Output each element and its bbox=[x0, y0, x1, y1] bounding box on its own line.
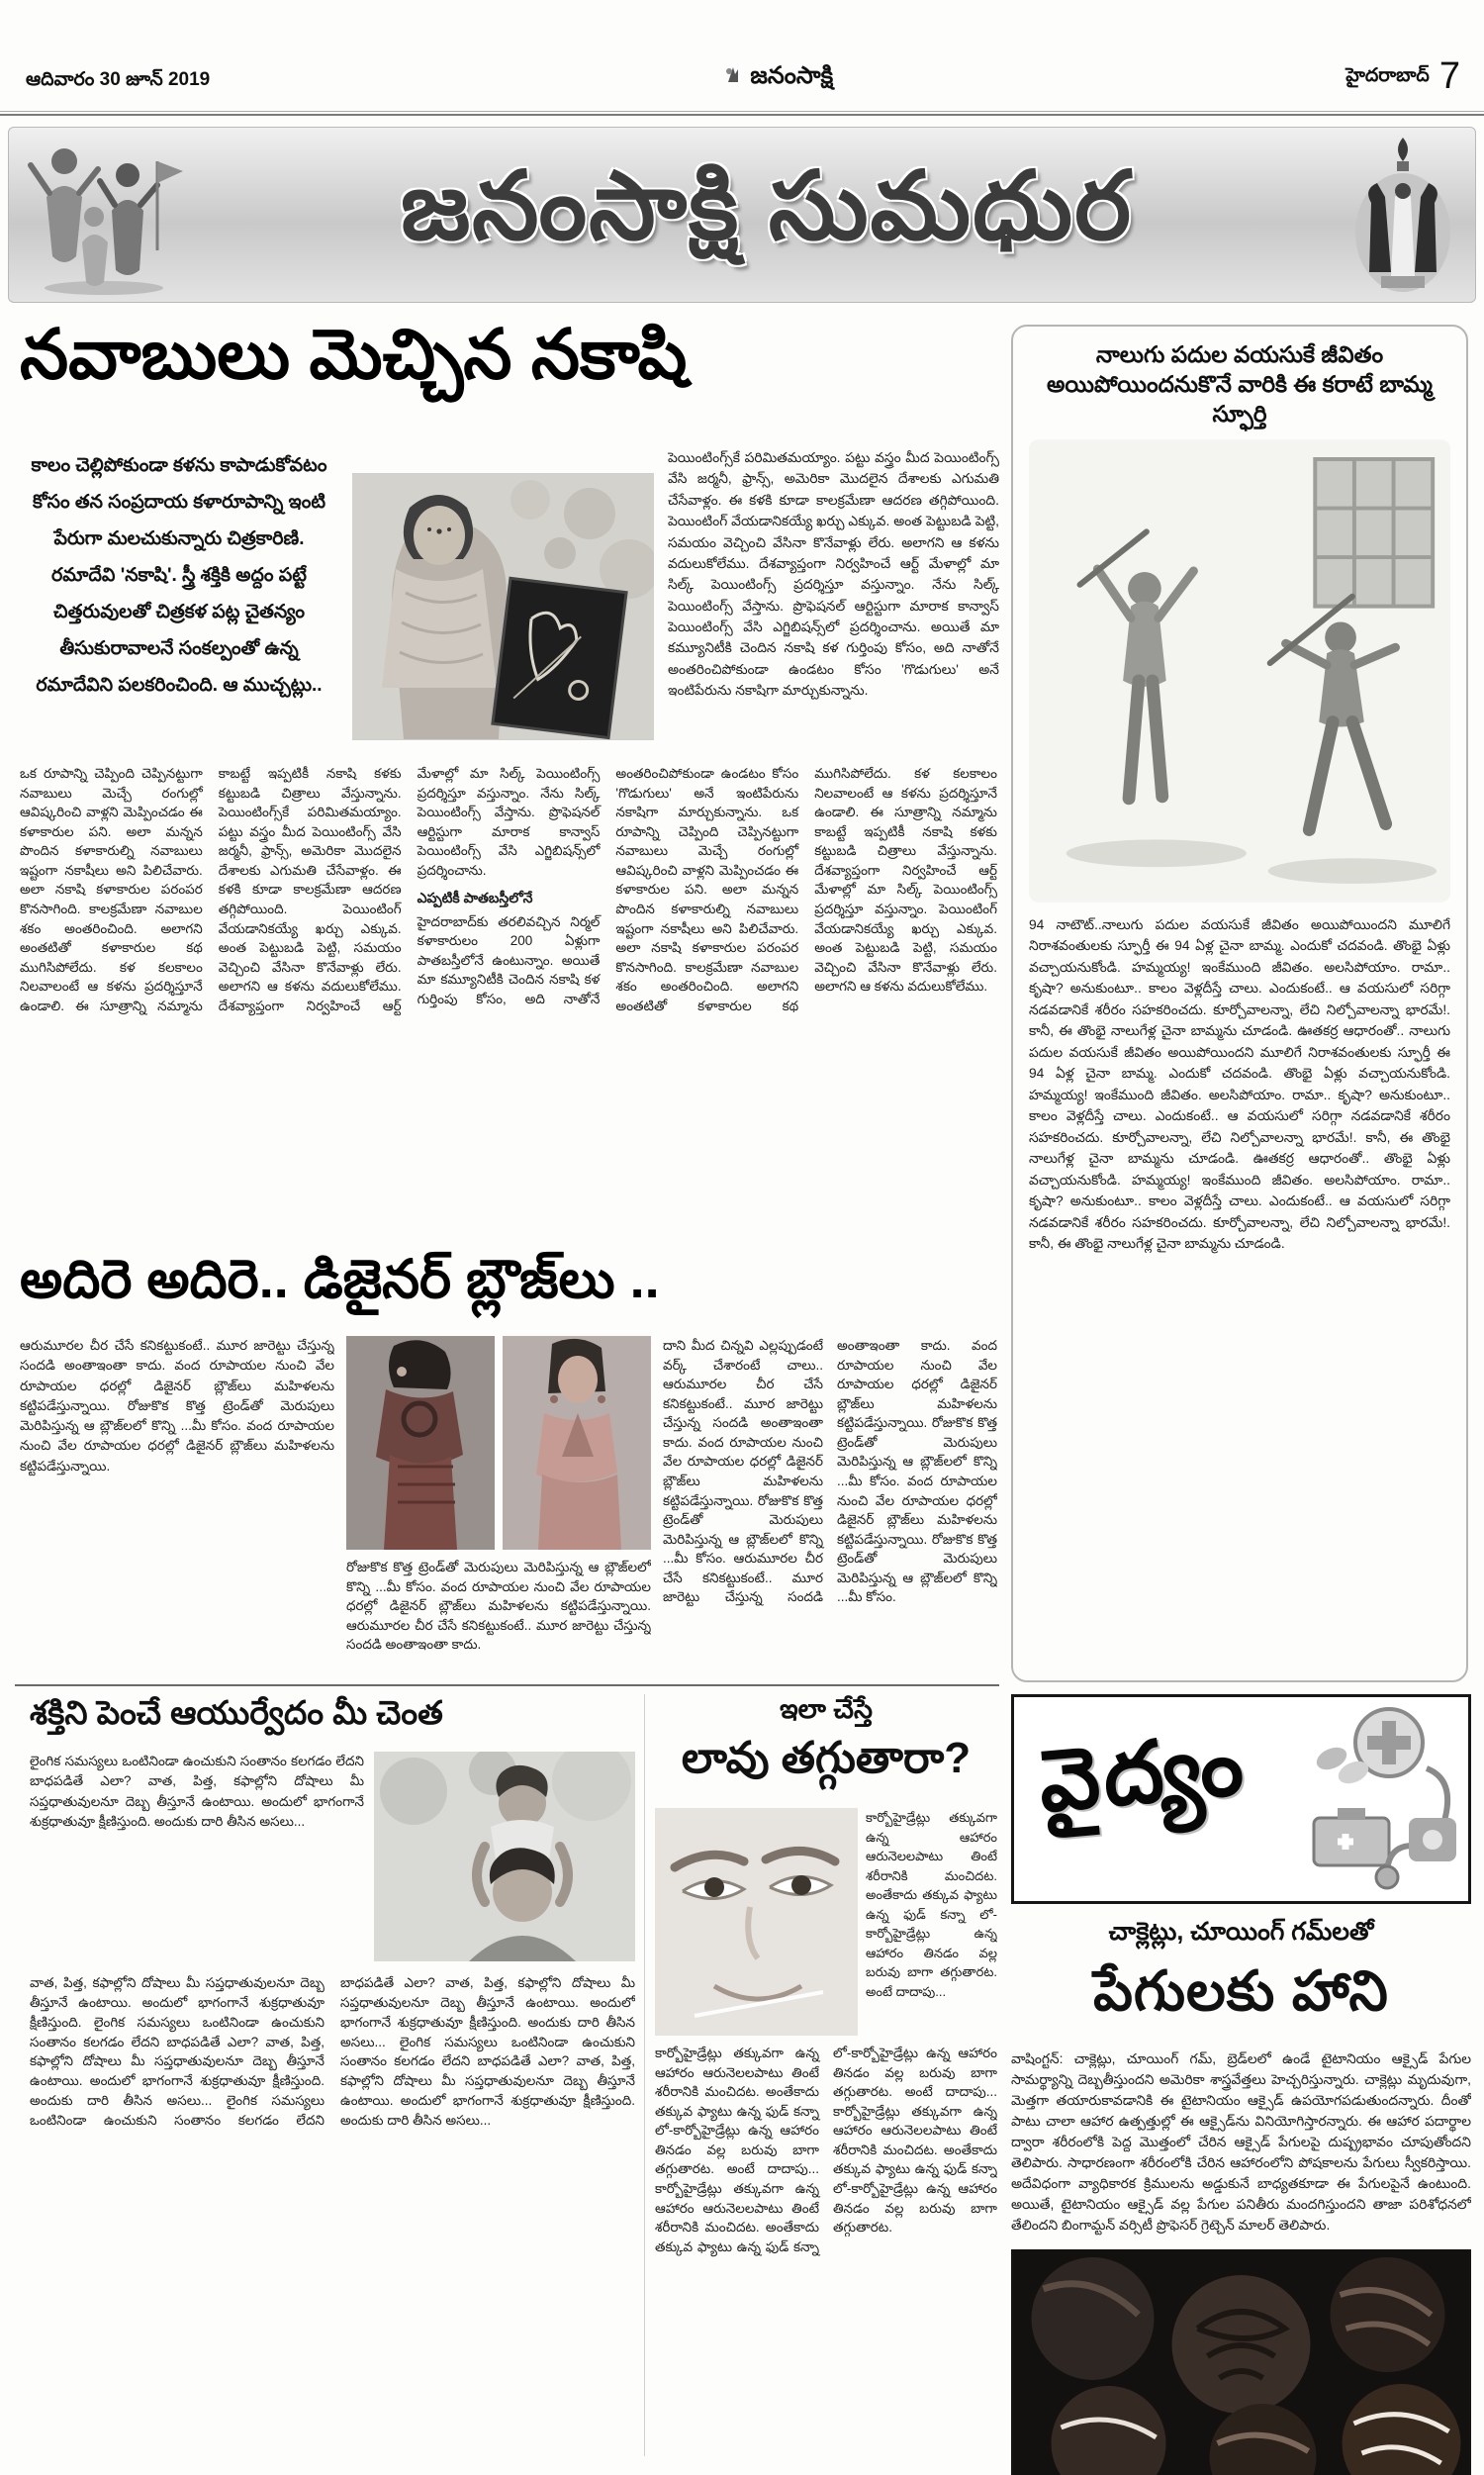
karate-headline-line1: నాలుగు పదుల వయసుకే జీవితం bbox=[1095, 341, 1384, 367]
health-kicker: చాక్లెట్లు, చూయింగ్ గమ్‌లతో bbox=[1108, 1918, 1374, 1946]
ayurveda-article bbox=[30, 1694, 635, 2464]
lamp-and-worshippers-illustration bbox=[1342, 134, 1465, 296]
vaidyam-logo-text: వైద్యం bbox=[1035, 1717, 1252, 1831]
slim-headline: లావు తగ్గుతారా? bbox=[681, 1734, 972, 1782]
page-header bbox=[26, 57, 1460, 95]
main-article-body bbox=[20, 764, 997, 1245]
main-article-intro: కాలం చెల్లిపోకుండా కళను కాపాడుకోవటం కోసం తన సంప్రదాయ కళారూపాన్ని ఇంటి పేరుగా మలచుకున్నారు చిత్రకారిణి. రమాదేవి 'నకాషి'. స్త్రీ శక్తికి అద్దం పట్టే చిత్తరువులతో చిత్రకళ పట్ల చైతన్యం తీసుకురావాలనే సంకల్పంతో ఉన్న రమాదేవిని పలకరించింది. ఆ ముచ్చట్లు.. bbox=[31, 455, 327, 697]
main-article-photo-side-text: పెయింటింగ్స్‌కే పరిమితమయ్యాం. పట్టు వస్త్రం మీద పెయింటింగ్స్ వేసి జర్మనీ, ఫ్రాన్స్, అమెరికా మొదలైన దేశాలకు ఎగుమతి చేసేవాళ్లం. ఈ కళకి కూడా కాలక్రమేణా ఆదరణ తగ్గిపోయింది. పెయింటింగ్ వేయడానికయ్యే ఖర్చు ఎక్కువ. అంత పెట్టుబడి పెట్టి, సమయం వెచ్చించి వేసినా కొనేవాళ్లు లేరు. అలాగని ఆ కళను వదులుకోలేము. దేశవ్యాప్తంగా నిర్వహించే ఆర్ట్ మేళాల్లో మా సిల్క్ పెయింటింగ్స్ ప్రదర్శిస్తూ వస్తున్నాం. నేను సిల్క్ పెయింటింగ్స్ వేస్తాను. ప్రొఫెషనల్ ఆర్టిస్టుగా మారాక కాన్వాస్ పెయింటింగ్స్ వేసి ఎగ్జిబిషన్స్‌లో ప్రదర్శించాను. అయితే మా కమ్యూనిటీకి చెందిన నకాషి కళ గుర్తింపు కోసం, అది నాతోనే అంతరించిపోకుండా ఉండటం కోసం 'గొడుగులు' అనే ఇంటిపేరును నకాషిగా మార్చుకున్నాను. bbox=[668, 450, 999, 699]
slim-body-side: కార్బోహైడ్రేట్లు తక్కువగా ఉన్న ఆహారం ఆరునెలలపాటు తింటే శరీరానికి మంచిదట. అంతేకాదు తక్కువ ఫ్యాటు ఉన్న ఫుడ్ కన్నా లో-కార్బోహైడ్రేట్లు ఉన్న ఆహారం తినడం వల్ల బరువు బాగా తగ్గుతారట. అంటే దాదాపు... bbox=[866, 1810, 997, 1999]
photo-karate bbox=[1029, 439, 1450, 903]
photo-artist bbox=[352, 473, 654, 740]
main-article-body-part1: ఒక రూపాన్ని చెప్పింది చెప్పినట్టుగా నవాబులు మెచ్చే రంగుల్లో ఆవిష్కరించి వాళ్లని మెప్పించడం ఈ కళాకారుల పని. అలా మన్నన పొందిన కళాకారుల్ని నవాబులు ఇష్టంగా నకాషీలు అని పిలిచేవారు. అలా నకాషి కళాకారుల పరంపర కొనసాగింది. కాలక్రమేణా నవాబుల శకం అంతరించింది. అలాగని అంతటితో కళాకారుల కథ ముగిసిపోలేదు. కళ కలకాలం నిలవాలంటే ఆ కళను ప్రదర్శిస్తూనే ఉండాలి. ఈ సూత్రాన్ని నమ్మాను కాబట్టే ఇప్పటికీ నకాషి కళకు కట్టుబడి చిత్రాలు వేస్తున్నాను. పెయింటింగ్స్‌కే పరిమితమయ్యాం. పట్టు వస్త్రం మీద పెయింటింగ్స్ వేసి జర్మనీ, ఫ్రాన్స్, అమెరికా మొదలైన దేశాలకు ఎగుమతి చేసేవాళ్లం. ఈ కళకి కూడా కాలక్రమేణా ఆదరణ తగ్గిపోయింది. పెయింటింగ్ వేయడానికయ్యే ఖర్చు ఎక్కువ. అంత పెట్టుబడి పెట్టి, సమయం వెచ్చించి వేసినా కొనేవాళ్లు లేరు. అలాగని ఆ కళను వదులుకోలేము. దేశవ్యాప్తంగా నిర్వహించే ఆర్ట్ మేళాల్లో మా సిల్క్ పెయింటింగ్స్ ప్రదర్శిస్తూ వస్తున్నాం. నేను సిల్క్ పెయింటింగ్స్ వేస్తాను. ప్రొఫెషనల్ ఆర్టిస్టుగా మారాక కాన్వాస్ పెయింటింగ్స్ వేసి ఎగ్జిబిషన్స్‌లో ప్రదర్శించాను. bbox=[20, 766, 601, 1013]
supplement-banner bbox=[8, 127, 1476, 303]
masthead-logo-icon bbox=[722, 64, 744, 93]
health-headline: పేగులకు హాని bbox=[1093, 1959, 1389, 2022]
blouse-article-content bbox=[20, 1336, 997, 1678]
health-body: వాషింగ్టన్: చాక్లెట్లు, చూయింగ్ గమ్, బ్రెడ్‌లలో ఉండే టైటానియం ఆక్సైడ్ పేగుల సామర్థ్యాన్ని దెబ్బతీస్తుందని అమెరికా శాస్త్రవేత్తలు హెచ్చరిస్తున్నారు. చాక్లెట్లు మృదువుగా, మెత్తగా తయారుకావడానికి ఈ టైటానియం ఆక్సైడ్ ఉపయోగపడుతుందన్నారు. దీంతో పాటు చాలా ఆహార ఉత్పత్తుల్లో ఈ ఆక్సైడ్‌ను వినియోగిస్తారన్నారు. ఈ ఆహార పదార్థాల ద్వారా శరీరంలోకి పెద్ద మొత్తంలో చేరిన ఆక్సైడ్ పేగులపై దుష్ప్రభావం చూపుతోందని తెలిపారు. సాధారణంగా శరీరంలోకి చేరిన ఆహారంలోని పోషకాలను పేగులు స్వీకరిస్తాయి. అదేవిధంగా వ్యాధికారక క్రిములను అడ్డుకునే బాధ్యతకూడా ఈ పేగులపైనే ఉంటుంది. అయితే, టైటానియం ఆక్సైడ్ వల్ల పేగుల పనితీరు మందగిస్తుందని తాజా పరిశోధనలో తేలిందని బింగామ్టన్ వర్సిటీ ప్రొఫెసర్ గ్రెట్చెన్ మాలర్ తెలిపారు. bbox=[1011, 2051, 1471, 2233]
medical-equipment-clipart bbox=[1298, 1699, 1464, 1901]
masthead bbox=[722, 62, 833, 95]
slim-kicker: ఇలా చేస్తే bbox=[780, 1694, 873, 1724]
karate-article-box bbox=[1011, 325, 1468, 1682]
city-page bbox=[1345, 57, 1460, 95]
blouse-photos bbox=[346, 1336, 651, 1678]
blouse-article-lead: ఆరుమూరల చీర చేసే కనికట్టుకంటే.. మూర జారెట్టు చేస్తున్న సందడి అంతాఇంతా కాదు. వంద రూపాయల నుంచి వేల రూపాయల ధరల్లో డిజైనర్ బ్లౌజ్‌లు మహిళలను కట్టిపడేస్తున్నాయి. రోజుకొక కొత్త ట్రెండ్‌తో మెరుపులు మెరిపిస్తున్న ఆ బ్లౌజ్‌లలో కొన్ని ...మీ కోసం. వంద రూపాయల నుంచి వేల రూపాయల ధరల్లో డిజైనర్ బ్లౌజ్‌లు మహిళలను కట్టిపడేస్తున్నాయి. bbox=[20, 1338, 334, 1474]
health-article bbox=[1011, 1918, 1471, 2472]
main-article-headline: నవాబులు మెచ్చిన నకాషి bbox=[20, 316, 688, 393]
main-article-toprow bbox=[20, 447, 999, 756]
vaidyam-logo-box bbox=[1011, 1694, 1471, 1904]
photo-flossing-woman bbox=[655, 1808, 858, 2036]
photo-chocolates bbox=[1011, 2249, 1471, 2475]
blouse-article-below-photos: రోజుకొక కొత్త ట్రెండ్‌తో మెరుపులు మెరిపిస్తున్న ఆ బ్లౌజ్‌లలో కొన్ని ...మీ కోసం. వంద రూపాయల నుంచి వేల రూపాయల ధరల్లో డిజైనర్ బ్లౌజ్‌లు మహిళలను కట్టిపడేస్తున్నాయి. ఆరుమూరల చీర చేసే కనికట్టుకంటే.. మూర జారెట్టు చేస్తున్న సందడి అంతాఇంతా కాదు. bbox=[346, 1560, 651, 1653]
blouse-article-headline: అదిరె అదిరె.. డిజైనర్ బ్లౌజ్‌లు .. bbox=[20, 1250, 660, 1309]
slim-article bbox=[655, 1694, 997, 2464]
blouse-article-right-columns: దాని మీద చిన్నవి ఎల్లప్పుడంటే వర్క్ చేశారంటే చాలు.. ఆరుమూరల చీర చేసే కనికట్టుకంటే.. మూర జారెట్టు చేస్తున్న సందడి అంతాఇంతా కాదు. వంద రూపాయల నుంచి వేల రూపాయల ధరల్లో డిజైనర్ బ్లౌజ్‌లు మహిళలను కట్టిపడేస్తున్నాయి. రోజుకొక కొత్త ట్రెండ్‌తో మెరుపులు మెరిపిస్తున్న ఆ బ్లౌజ్‌లలో కొన్ని ...మీ కోసం. ఆరుమూరల చీర చేసే కనికట్టుకంటే.. మూర జారెట్టు చేస్తున్న సందడి అంతాఇంతా కాదు. వంద రూపాయల నుంచి వేల రూపాయల ధరల్లో డిజైనర్ బ్లౌజ్‌లు మహిళలను కట్టిపడేస్తున్నాయి. రోజుకొక కొత్త ట్రెండ్‌తో మెరుపులు మెరిపిస్తున్న ఆ బ్లౌజ్‌లలో కొన్ని ...మీ కోసం. వంద రూపాయల నుంచి వేల రూపాయల ధరల్లో డిజైనర్ బ్లౌజ్‌లు మహిళలను కట్టిపడేస్తున్నాయి. రోజుకొక కొత్త ట్రెండ్‌తో మెరుపులు మెరిపిస్తున్న ఆ బ్లౌజ్‌లలో కొన్ని ...మీ కోసం. bbox=[663, 1338, 997, 1605]
folk-dancers-illustration bbox=[17, 132, 190, 298]
slim-body-columns: కార్బోహైడ్రేట్లు తక్కువగా ఉన్న ఆహారం ఆరునెలలపాటు తింటే శరీరానికి మంచిదట. అంతేకాదు తక్కువ ఫ్యాటు ఉన్న ఫుడ్ కన్నా లో-కార్బోహైడ్రేట్లు ఉన్న ఆహారం తినడం వల్ల బరువు బాగా తగ్గుతారట. అంటే దాదాపు... కార్బోహైడ్రేట్లు తక్కువగా ఉన్న ఆహారం ఆరునెలలపాటు తింటే శరీరానికి మంచిదట. అంతేకాదు తక్కువ ఫ్యాటు ఉన్న ఫుడ్ కన్నా లో-కార్బోహైడ్రేట్లు ఉన్న ఆహారం తినడం వల్ల బరువు బాగా తగ్గుతారట. అంటే దాదాపు... కార్బోహైడ్రేట్లు తక్కువగా ఉన్న ఆహారం ఆరునెలలపాటు తింటే శరీరానికి మంచిదట. అంతేకాదు తక్కువ ఫ్యాటు ఉన్న ఫుడ్ కన్నా లో-కార్బోహైడ్రేట్లు ఉన్న ఆహారం తినడం వల్ల బరువు బాగా తగ్గుతారట. bbox=[655, 2046, 997, 2254]
ayurveda-body-columns: వాత, పిత్త, కఫాల్లోని దోషాలు మీ సప్తధాతువులనూ దెబ్బ తీస్తూనే ఉంటాయి. అందులో భాగంగానే శుక్రధాతువూ క్షీణిస్తుంది. లైంగిక సమస్యలు ఒంటినిండా ఉంచుకుని సంతానం కలగడం లేదని బాధపడితే ఎలా? వాత, పిత్త, కఫాల్లోని దోషాలు మీ సప్తధాతువులనూ దెబ్బ తీస్తూనే ఉంటాయి. అందులో భాగంగానే శుక్రధాతువూ క్షీణిస్తుంది. అందుకు దారి తీసిన అసలు... లైంగిక సమస్యలు ఒంటినిండా ఉంచుకుని సంతానం కలగడం లేదని బాధపడితే ఎలా? వాత, పిత్త, కఫాల్లోని దోషాలు మీ సప్తధాతువులనూ దెబ్బ తీస్తూనే ఉంటాయి. అందులో భాగంగానే శుక్రధాతువూ క్షీణిస్తుంది. అందుకు దారి తీసిన అసలు... లైంగిక సమస్యలు ఒంటినిండా ఉంచుకుని సంతానం కలగడం లేదని బాధపడితే ఎలా? వాత, పిత్త, కఫాల్లోని దోషాలు మీ సప్తధాతువులనూ దెబ్బ తీస్తూనే ఉంటాయి. అందులో భాగంగానే శుక్రధాతువూ క్షీణిస్తుంది. అందుకు దారి తీసిన అసలు... bbox=[30, 1975, 635, 2128]
masthead-title: జనంసాక్షి bbox=[750, 62, 834, 89]
photo-blouse-back bbox=[346, 1336, 495, 1550]
karate-article-body: 94 నాటౌట్..నాలుగు పదుల వయసుకే జీవితం అయిపోయిందని మూలిగే నిరాశవంతులకు స్ఫూర్తీ ఈ 94 ఏళ్ల చైనా బామ్మ. ఎందుకో చదవండి. తొంభై ఏళ్లు వచ్చాయనుకోండి. హమ్మయ్య! ఇంకేముంది జీవితం. అలసిపోయాం. రామా.. కృషా? అనుకుంటూ.. కాలం వెళ్లదీస్తే చాలు. ఎందుకంటే.. ఆ వయసులో సరిగ్గా నడవడానికే శరీరం సహకరించదు. కూర్చోవాలన్నా, లేచి నిల్చోవాలన్నా భారమే!. కానీ, ఈ తొంభై నాలుగేళ్ల చైనా బామ్మను చూడండి. ఊతకర్ర ఆధారంతో.. నాలుగు పదుల వయసుకే జీవితం అయిపోయిందని మూలిగే నిరాశవంతులకు స్ఫూర్తీ ఈ 94 ఏళ్ల చైనా బామ్మ. ఎందుకో చదవండి. తొంభై ఏళ్లు వచ్చాయనుకోండి. హమ్మయ్య! ఇంకేముంది జీవితం. అలసిపోయాం. రామా.. కృషా? అనుకుంటూ.. కాలం వెళ్లదీస్తే చాలు. ఎందుకంటే.. ఆ వయసులో సరిగ్గా నడవడానికే శరీరం సహకరించదు. కూర్చోవాలన్నా, లేచి నిల్చోవాలన్నా భారమే!. కానీ, ఈ తొంభై నాలుగేళ్ల చైనా బామ్మను చూడండి. ఊతకర్ర ఆధారంతో.. తొంభై ఏళ్లు వచ్చాయనుకోండి. హమ్మయ్య! ఇంకేముంది జీవితం. అలసిపోయాం. రామా.. కృషా? అనుకుంటూ.. కాలం వెళ్లదీస్తే చాలు. ఎందుకంటే.. ఆ వయసులో సరిగ్గా నడవడానికే శరీరం సహకరించదు. కూర్చోవాలన్నా, లేచి నిల్చోవాలన్నా భారమే!. కానీ, ఈ తొంభై నాలుగేళ్ల చైనా బామ్మను చూడండి. bbox=[1029, 916, 1450, 1252]
column-divider bbox=[644, 1694, 645, 2456]
main-article-body-part2: హైదరాబాద్‌కు తరలివచ్చిన నిర్మల్ కళాకారులం 200 ఏళ్లుగా పాతబస్తీలోనే ఉంటున్నాం. అయితే మా కమ్యూనిటీకి చెందిన నకాషి కళ గుర్తింపు కోసం, అది నాతోనే అంతరించిపోకుండా ఉండటం కోసం 'గొడుగులు' అనే ఇంటిపేరును నకాషిగా మార్చుకున్నాను. ఒక రూపాన్ని చెప్పింది చెప్పినట్టుగా నవాబులు మెచ్చే రంగుల్లో ఆవిష్కరించి వాళ్లని మెప్పించడం ఈ కళాకారుల పని. అలా మన్నన పొందిన కళాకారుల్ని నవాబులు ఇష్టంగా నకాషీలు అని పిలిచేవారు. అలా నకాషి కళాకారుల పరంపర కొనసాగింది. కాలక్రమేణా నవాబుల శకం అంతరించింది. అలాగని అంతటితో కళాకారుల కథ ముగిసిపోలేదు. కళ కలకాలం నిలవాలంటే ఆ కళను ప్రదర్శిస్తూనే ఉండాలి. ఈ సూత్రాన్ని నమ్మాను కాబట్టే ఇప్పటికీ నకాషి కళకు కట్టుబడి చిత్రాలు వేస్తున్నాను. దేశవ్యాప్తంగా నిర్వహించే ఆర్ట్ మేళాల్లో మా సిల్క్ పెయింటింగ్స్ ప్రదర్శిస్తూ వస్తున్నాం. పెయింటింగ్ వేయడానికయ్యే ఖర్చు ఎక్కువ. అంత పెట్టుబడి పెట్టి, సమయం వెచ్చించి వేసినా కొనేవాళ్లు లేరు. అలాగని ఆ కళను వదులుకోలేము. bbox=[417, 766, 997, 1013]
issue-date: ఆదివారం 30 జూన్ 2019 bbox=[26, 69, 211, 90]
city-name: హైదరాబాద్ bbox=[1345, 65, 1430, 86]
photo-blouse-front bbox=[503, 1336, 651, 1550]
section-divider bbox=[15, 1684, 999, 1686]
main-article-subhead: ఎప్పటికీ పాతబస్తీలోనే bbox=[417, 890, 533, 906]
header-rule bbox=[0, 111, 1484, 116]
photo-father-son bbox=[374, 1752, 635, 1961]
banner-title: జనంసాక్షి సుమధుర bbox=[400, 153, 1134, 259]
karate-headline-line2: అయిపోయిందనుకొనే వారికి ఈ కరాటే బామ్మ స్ఫూర్తి bbox=[1046, 370, 1434, 427]
ayurveda-headline: శక్తిని పెంచే ఆయుర్వేదం మీ చెంత bbox=[30, 1694, 443, 1731]
ayurveda-body-top: లైంగిక సమస్యలు ఒంటినిండా ఉంచుకుని సంతానం కలగడం లేదని బాధపడితే ఎలా? వాత, పిత్త, కఫాల్లోని దోషాలు మీ సప్తధాతువులనూ దెబ్బ తీస్తూనే ఉంటాయి. అందులో భాగంగానే శుక్రధాతువూ క్షీణిస్తుంది. అందుకు దారి తీసిన అసలు... bbox=[30, 1754, 364, 1829]
page-number: 7 bbox=[1438, 55, 1460, 97]
